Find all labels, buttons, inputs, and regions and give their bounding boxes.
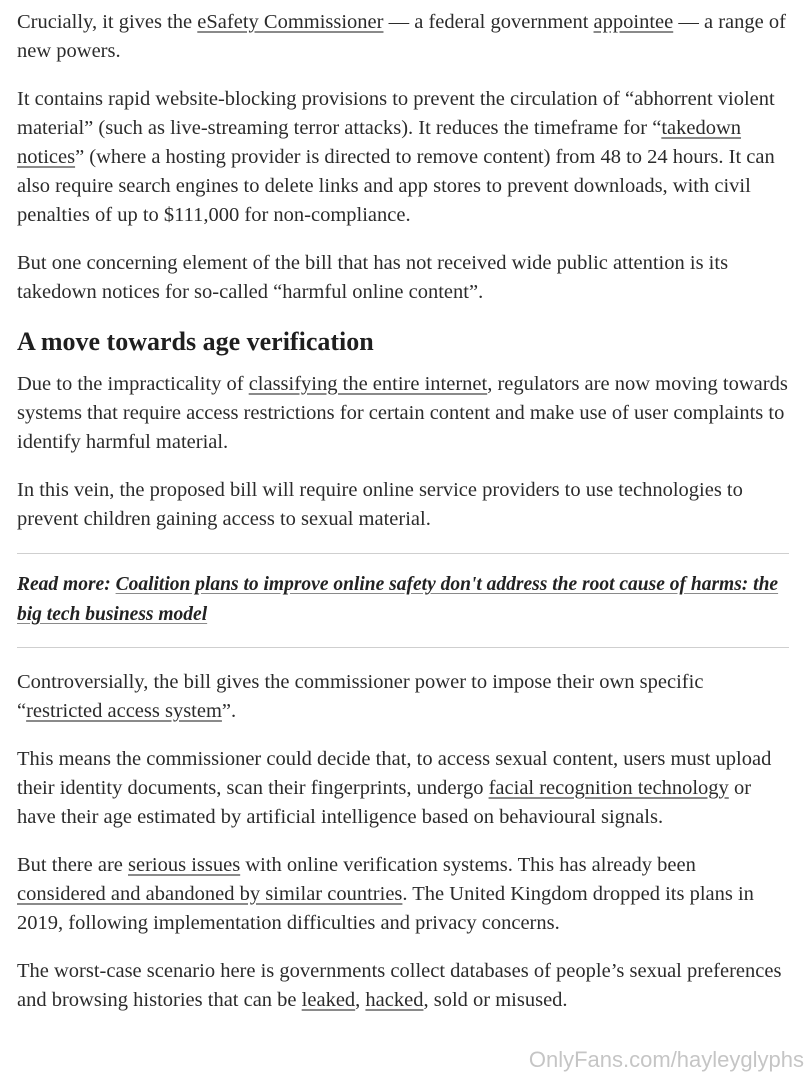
link-appointee[interactable]: appointee: [593, 11, 674, 33]
link-leaked[interactable]: leaked: [301, 989, 356, 1011]
read-more-box: [17, 553, 789, 648]
paragraph-text: In this vein, the proposed bill will require online service providers to use technologies to prevent children gaining access to sexual material.: [17, 479, 743, 530]
paragraph-commissioner-decide: [17, 745, 789, 832]
paragraph-text: . The United Kingdom dropped its plans in 2019, following implementation difficulties and privacy concerns.: [17, 883, 754, 934]
paragraph-text: or have their age estimated by artificial intelligence based on behavioural signals.: [17, 777, 752, 828]
link-serious-issues[interactable]: serious issues: [128, 854, 241, 876]
paragraph-text: But one concerning element of the bill that has not received wide public attention is its takedown notices for so-called “harmful online content”.: [17, 252, 729, 303]
watermark-text: OnlyFans.com/hayleyglyphs: [528, 1047, 804, 1072]
link-classifying-internet[interactable]: classifying the entire internet: [248, 373, 488, 395]
paragraph-text: ”.: [221, 700, 237, 722]
paragraph-text: Crucially, it gives the: [17, 11, 198, 33]
paragraph-text: Controversially, the bill gives the commissioner power to impose their own specific “: [17, 671, 704, 722]
paragraph-controversially: [17, 668, 789, 726]
paragraph-text: — a range of new powers.: [17, 11, 786, 62]
paragraph-harmful-content: [17, 249, 789, 307]
link-takedown-notices[interactable]: takedown notices: [17, 117, 742, 168]
paragraph-text: Due to the impracticality of: [17, 373, 249, 395]
section-heading: A move towards age verification: [17, 327, 374, 356]
paragraph-text: But there are: [17, 854, 128, 876]
paragraph-text: , regulators are now moving towards systems that require access restrictions for certain content and make use of user complaints to identify harmful material.: [17, 373, 788, 453]
paragraph-impracticality: [17, 370, 789, 457]
paragraph-worst-case: [17, 957, 789, 1015]
paragraph-text: with online verification systems. This has already been: [240, 854, 696, 876]
paragraph-serious-issues: [17, 851, 789, 938]
paragraph-text: — a federal government: [383, 11, 594, 33]
paragraph-commissioner-powers: [17, 8, 789, 66]
paragraph-this-vein: [17, 476, 789, 534]
paragraph-text: The worst-case scenario here is governments collect databases of people’s sexual preferences and browsing histories that can be: [17, 960, 782, 1011]
read-more-link[interactable]: Coalition plans to improve online safety don't address the root cause of harms: the big tech business model: [17, 574, 779, 625]
read-more-label: Read more:: [17, 574, 116, 595]
link-hacked[interactable]: hacked: [365, 989, 424, 1011]
link-considered-abandoned[interactable]: considered and abandoned by similar countries: [17, 883, 403, 905]
paragraph-text: ,: [355, 989, 366, 1011]
paragraph-text: This means the commissioner could decide that, to access sexual content, users must upload their identity documents, scan their fingerprints, undergo: [17, 748, 772, 799]
paragraph-text: , sold or misused.: [423, 989, 568, 1011]
paragraph-text: ” (where a hosting provider is directed to remove content) from 48 to 24 hours. It can also require search engines to delete links and app stores to prevent downloads, with civil penalties of up to $111,000 for non-compliance.: [17, 146, 775, 226]
article-body: [17, 8, 789, 1034]
paragraph-text: It contains rapid website-blocking provisions to prevent the circulation of “abhorrent violent material” (such as live-streaming terror attacks). It reduces the timeframe for “: [17, 88, 775, 139]
link-facial-recognition[interactable]: facial recognition technology: [488, 777, 729, 799]
link-esafety-commissioner[interactable]: eSafety Commissioner: [197, 11, 384, 33]
link-restricted-access-system[interactable]: restricted access system: [26, 700, 222, 722]
paragraph-website-blocking: [17, 85, 789, 230]
